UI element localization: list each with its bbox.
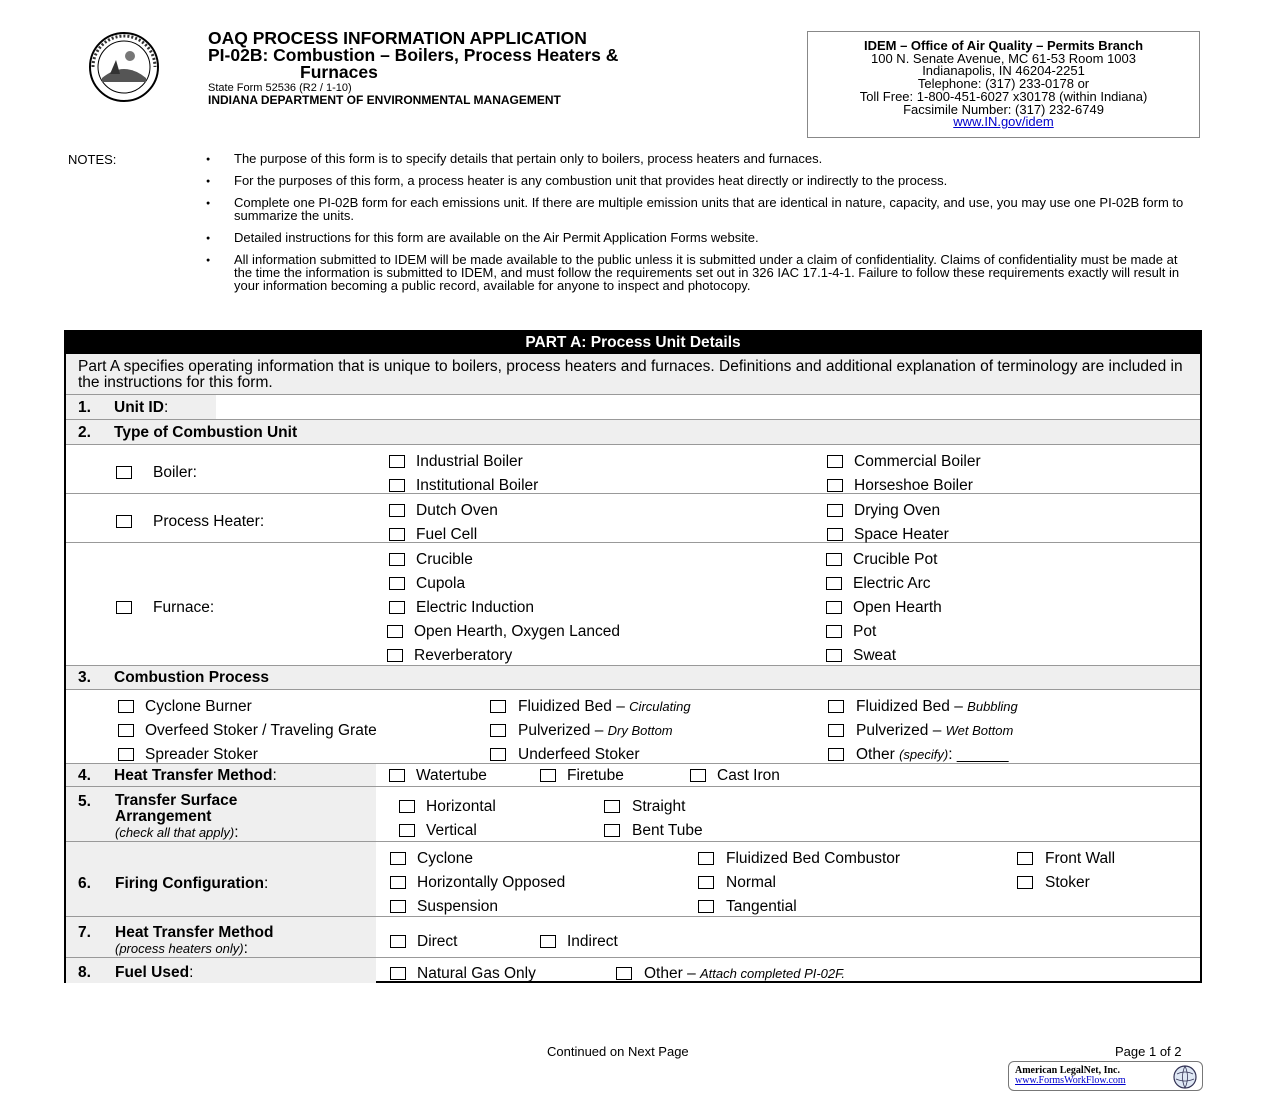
q3-label: Combustion Process [114,669,270,686]
suspension-checkbox[interactable] [390,900,406,913]
bent-tube-label: Bent Tube [632,822,703,839]
dash: – [954,698,963,715]
horizontally-opposed-label: Horizontally Opposed [417,874,566,891]
underfeed-stoker-checkbox[interactable] [490,748,506,761]
fuel-used-label-cell [66,958,376,983]
office-name: IDEM – Office of Air Quality – Permits Branch [863,38,1144,53]
wet-bottom-text: Wet Bottom [945,723,1014,738]
unit-id-row [66,395,1200,420]
q6-label [115,875,268,893]
pulverized-wet-label [856,722,1013,740]
website-link[interactable]: www.IN.gov/idem [953,114,1054,130]
boiler-label: Boiler: [153,464,197,481]
part-a-title: PART A: Process Unit Details [66,332,1200,354]
crucible-pot-label: Crucible Pot [853,551,938,568]
q4-colon: : [272,767,277,784]
q5-label-line-2: Arrangement [115,808,212,825]
q7-colon: : [243,940,248,957]
bent-tube-checkbox[interactable] [604,824,620,837]
underfeed-stoker-label: Underfeed Stoker [518,746,640,763]
cupola-label: Cupola [416,575,466,592]
q1-number: 1. [78,399,91,416]
other-fuel-text: Other – [644,965,696,982]
open-hearth-label: Open Hearth [853,599,942,616]
direct-checkbox[interactable] [390,935,406,948]
furnace-row [66,543,1200,666]
pulverized-dry-label [518,722,673,740]
pulverized-wet-checkbox[interactable] [828,724,844,737]
q4-number: 4. [78,767,91,784]
dash: – [932,722,942,739]
q7-label: Heat Transfer Method [115,924,274,941]
combustion-process-options [66,690,1200,764]
other-fuel-label [644,965,845,983]
electric-arc-label: Electric Arc [853,575,931,592]
crucible-label: Crucible [416,551,473,568]
state-seal-icon [68,30,180,105]
continued-note: Continued on Next Page [547,1044,689,1059]
q6-colon: : [263,875,269,892]
institutional-boiler-label: Institutional Boiler [416,477,539,494]
part-a-form [64,330,1202,983]
fuel-cell-label: Fuel Cell [416,526,478,543]
drying-oven-checkbox[interactable] [827,504,843,517]
horseshoe-boiler-checkbox[interactable] [827,479,843,492]
electric-induction-checkbox[interactable] [389,601,405,614]
telephone: Telephone: (317) 233-0178 or [917,76,1090,92]
q5-colon: : [234,824,239,841]
sweat-label: Sweat [853,647,897,664]
department-name: INDIANA DEPARTMENT OF ENVIRONMENTAL MANAGEMENT [208,93,561,107]
fluidized-bed-combustor-checkbox[interactable] [698,852,714,865]
open-hearth-oxygen-label: Open Hearth, Oxygen Lanced [414,623,620,640]
commercial-boiler-checkbox[interactable] [827,455,843,468]
electric-arc-checkbox[interactable] [826,577,842,590]
q4-label [114,767,277,785]
indirect-label: Indirect [567,933,618,950]
fuel-used-row [66,958,1200,983]
part-a-description: Part A specifies operating information that is unique to boilers, process heaters and furnaces. Definitions and additional explanation of terminology are included in the instructions for this form. [66,354,1200,395]
dry-bottom-text: Dry Bottom [607,723,673,738]
dutch-oven-checkbox[interactable] [389,504,405,517]
dutch-oven-label: Dutch Oven [416,502,498,519]
combustion-unit-header [66,420,1200,445]
process-heater-checkbox[interactable] [116,515,132,528]
transfer-surface-row [66,787,1200,842]
q7-number: 7. [78,924,91,941]
overfeed-stoker-label: Overfeed Stoker / Traveling Grate [145,722,377,739]
open-hearth-oxygen-checkbox[interactable] [387,625,403,638]
stoker-checkbox[interactable] [1017,876,1033,889]
firing-configuration-row [66,842,1200,917]
pulverized-text: Pulverized [518,722,591,739]
city-address: Indianapolis, IN 46204-2251 [922,63,1085,79]
firetube-label: Firetube [567,767,624,784]
q1-label-text: Unit ID [114,399,164,416]
page-number: Page 1 of 2 [1115,1044,1182,1059]
q1-colon: : [163,399,169,416]
stoker-label: Stoker [1045,874,1090,891]
title-line-1: OAQ PROCESS INFORMATION APPLICATION [208,28,587,48]
fluidized-bed-text: Fluidized Bed [518,698,612,715]
title-line-3: Furnaces [300,62,378,82]
electric-induction-label: Electric Induction [416,599,535,616]
attach-pi02f-text: Attach completed PI-02F. [700,966,846,981]
direct-label: Direct [417,933,458,950]
industrial-boiler-checkbox[interactable] [389,455,405,468]
specify-text: (specify) [899,747,949,762]
q5-note-text: (check all that apply) [115,825,235,840]
cast-iron-checkbox[interactable] [690,769,706,782]
state-form-number: State Form 52536 (R2 / 1-10) [208,82,352,94]
toll-free: Toll Free: 1-800-451-6027 x30178 (within Indiana) [859,88,1148,104]
crucible-checkbox[interactable] [389,553,405,566]
notes-list [204,152,1194,301]
spreader-stoker-checkbox[interactable] [118,748,134,761]
notes-label: NOTES: [68,152,117,167]
other-process-checkbox[interactable] [828,748,844,761]
natural-gas-label: Natural Gas Only [417,965,536,982]
cyclone-label: Cyclone [417,850,473,867]
contact-box [807,31,1200,138]
note-item: ● All information submitted to IDEM will be made available to the public unless it is submitted under a claim of confidentiality. Claims of confidentiality must be made at the time the information is submitted to IDEM, and must follow the requirements set out in 326 IAC 17.1-4-1. Failure to follow these requirements exactly will result in your information becoming a public record, available for anyone to inspect and photocopy. [204,253,1194,292]
fax-number: Facsimile Number: (317) 232-6749 [903,101,1104,117]
q7-note [115,941,248,956]
q5-number: 5. [78,793,91,810]
watertube-checkbox[interactable] [389,769,405,782]
q6-label-text: Firing Configuration [115,875,264,892]
fluidized-bubbling-checkbox[interactable] [828,700,844,713]
q6-number: 6. [78,875,91,892]
title-line-2: PI-02B: Combustion – Boilers, Process Heaters & [208,45,619,65]
open-hearth-checkbox[interactable] [826,601,842,614]
overfeed-stoker-checkbox[interactable] [118,724,134,737]
fluidized-bubbling-label [856,698,1018,716]
industrial-boiler-label: Industrial Boiler [416,453,523,470]
vendor-logo [1008,1061,1203,1091]
form-title [208,30,618,81]
furnace-checkbox[interactable] [116,601,132,614]
vertical-label: Vertical [426,822,477,839]
boiler-checkbox[interactable] [116,466,132,479]
normal-label: Normal [726,874,776,891]
q1-label [114,399,168,417]
note-item: ● Detailed instructions for this form are available on the Air Permit Application Forms website. [204,231,1194,244]
vendor-url[interactable]: www.FormsWorkFlow.com [1015,1075,1126,1086]
vendor-name: American LegalNet, Inc. [1015,1065,1120,1076]
street-address: 100 N. Senate Avenue, MC 61-53 Room 1003 [871,50,1136,66]
straight-label: Straight [632,798,686,815]
vertical-checkbox[interactable] [399,824,415,837]
indirect-checkbox[interactable] [540,935,556,948]
horseshoe-boiler-label: Horseshoe Boiler [854,477,973,494]
globe-icon [1172,1064,1198,1090]
note-item: ● Complete one PI-02B form for each emissions unit. If there are multiple emission units that are identical in nature, capacity, and use, you may use one PI-02B form to summarize the units. [204,196,1194,222]
fluidized-bed-text: Fluidized Bed [856,698,950,715]
q2-number: 2. [78,424,91,441]
pot-label: Pot [853,623,877,640]
reverberatory-label: Reverberatory [414,647,513,664]
spreader-stoker-label: Spreader Stoker [145,746,258,763]
q5-note [115,825,239,840]
q2-label: Type of Combustion Unit [114,424,298,441]
bubbling-text: Bubbling [967,699,1018,714]
tangential-label: Tangential [726,898,797,915]
reverberatory-checkbox[interactable] [387,649,403,662]
q8-label [115,964,193,982]
pot-checkbox[interactable] [826,625,842,638]
combustion-process-header [66,666,1200,690]
note-item: ● For the purposes of this form, a process heater is any combustion unit that provides heat directly or indirectly to the process. [204,174,1194,187]
q8-number: 8. [78,964,91,981]
fuel-cell-checkbox[interactable] [389,528,405,541]
front-wall-checkbox[interactable] [1017,852,1033,865]
heat-transfer-row [66,764,1200,787]
horizontal-checkbox[interactable] [399,800,415,813]
other-text: Other [856,746,895,763]
firetube-checkbox[interactable] [540,769,556,782]
q4-label-text: Heat Transfer Method [114,767,273,784]
dash: – [616,698,625,715]
cyclone-burner-checkbox[interactable] [118,700,134,713]
watertube-label: Watertube [416,767,487,784]
other-fuel-checkbox[interactable] [616,967,632,980]
furnace-label: Furnace: [153,599,215,616]
q7-note-text: (process heaters only) [115,941,244,956]
q8-colon: : [189,964,194,981]
boiler-row [66,445,1200,494]
suspension-label: Suspension [417,898,499,915]
specify-blank[interactable]: : ______ [948,746,1009,763]
cyclone-checkbox[interactable] [390,852,406,865]
process-heater-label: Process Heater: [153,513,265,530]
space-heater-label: Space Heater [854,526,949,543]
dash: – [594,722,604,739]
q8-label-text: Fuel Used [115,964,190,981]
cast-iron-label: Cast Iron [717,767,780,784]
tangential-checkbox[interactable] [698,900,714,913]
fluidized-circulating-label [518,698,691,716]
normal-checkbox[interactable] [698,876,714,889]
circulating-text: Circulating [629,699,691,714]
space-heater-checkbox[interactable] [827,528,843,541]
commercial-boiler-label: Commercial Boiler [854,453,981,470]
straight-checkbox[interactable] [604,800,620,813]
heater-transfer-row [66,917,1200,958]
unit-id-input[interactable] [216,395,1200,419]
horizontal-label: Horizontal [426,798,496,815]
drying-oven-label: Drying Oven [854,502,941,519]
other-process-label [856,746,1009,764]
cyclone-burner-label: Cyclone Burner [145,698,252,715]
pulverized-dry-checkbox[interactable] [490,724,506,737]
sweat-checkbox[interactable] [826,649,842,662]
q3-number: 3. [78,669,91,686]
cupola-checkbox[interactable] [389,577,405,590]
fluidized-circulating-checkbox[interactable] [490,700,506,713]
institutional-boiler-checkbox[interactable] [389,479,405,492]
crucible-pot-checkbox[interactable] [826,553,842,566]
fluidized-bed-combustor-label: Fluidized Bed Combustor [726,850,901,867]
natural-gas-checkbox[interactable] [390,967,406,980]
q5-label-line-1: Transfer Surface [115,792,238,809]
horizontally-opposed-checkbox[interactable] [390,876,406,889]
process-heater-row [66,494,1200,543]
front-wall-label: Front Wall [1045,850,1116,867]
pulverized-text: Pulverized [856,722,929,739]
note-item: ● The purpose of this form is to specify details that pertain only to boilers, process heaters and furnaces. [204,152,1194,165]
